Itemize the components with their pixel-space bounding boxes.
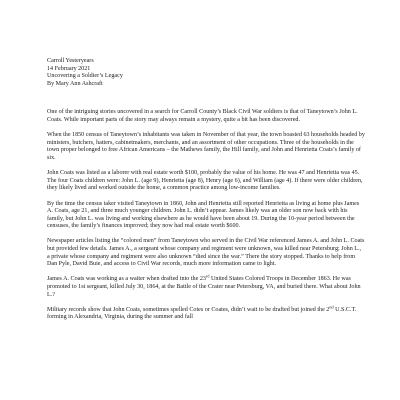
paragraph-james-text-end: United States Colored Troops in December 1863. He was promoted to 1st sergeant, killed July 30, 1864, at the Battle of the Crater near Petersburg, VA, and buried there. What about John L.? [47, 276, 361, 298]
paragraph-intro: One of the intriguing stories uncovered in a search for Carroll County’s Black Civil War soldiers is that of Taneytown’s John L. Coats. While important parts of the story may always remain a mystery, quite a bit has been discovered. [47, 109, 358, 123]
article-title: Uncovering a Soldier’s Legacy [47, 73, 123, 80]
paragraph-newspaper-articles: Newspaper articles listing the “colored men” from Taneytown who served in the Civil War referenced James A. and John L. Coats but provided few details. James A., a sergeant whose company and regiment were unknown, was killed near Petersburg; John L., a private whose company and regiment were also unknown “died since the war.” There the story stopped. Thanks to help from Dan Pyle, David Buie, and access to Civil War records, much more information came to light. [47, 238, 365, 268]
article-date: 14 February 2021 [47, 65, 91, 72]
article-byline: By Mary Ann Ashcraft [47, 80, 103, 87]
paragraph-1850-census: When the 1850 census of Taneytown’s inhabitants was taken in November of that year, the town boasted 63 households headed by ministers, butchers, hatters, cabinetmakers, merchants, and an assortment of other occupations. Three of the households in the town proper belonged to free African Americans – the Mathews family, the Hill family, and John and Henrietta Coats’s family of six. [47, 132, 365, 161]
paragraph-military-records [47, 304, 365, 322]
paragraph-james-text-start: James A. Coats was working as a waiter when drafted into the 23 [47, 276, 206, 283]
paragraph-james-coats [47, 276, 365, 299]
paragraph-1860-census: By the time the census taker visited Taneytown in 1860, John and Henrietta still reported Henrietta as living at home plus James A. Coats, age 21, and three much younger children. John L. didn’t appear. James likely was an older son now back with his family, but John L. was living and working elsewhere as he would have been about 19. During the 10-year period between the censuses, the family’s finances improved; they now had real estate worth $600. [47, 200, 360, 230]
ordinal-suffix: nd [329, 304, 334, 310]
paragraph-military-text-end: U.S.C.T. forming in Alexandria, Virginia, during the summer and fall [47, 306, 357, 321]
ordinal-suffix: rd [205, 274, 210, 280]
article [47, 0, 365, 322]
paragraph-coats-family: John Coats was listed as a laborer with real estate worth $100, probably the value of his home. He was 47 and Henrietta was 45. The four Coats children were: John L. (age 9), Henrietta (age 8), Henry (age 6), and William (age 4). If there were older children, they likely lived and worked outside the home, a common practice among low-income families. [47, 170, 363, 192]
paragraph-military-text-start: Military records show that John Coats, sometimes spelled Cotes or Coates, didn’t wait to be drafted but joined the 2 [47, 306, 330, 313]
column-title: Carroll Yesteryears [47, 58, 94, 64]
article-header [47, 58, 365, 88]
